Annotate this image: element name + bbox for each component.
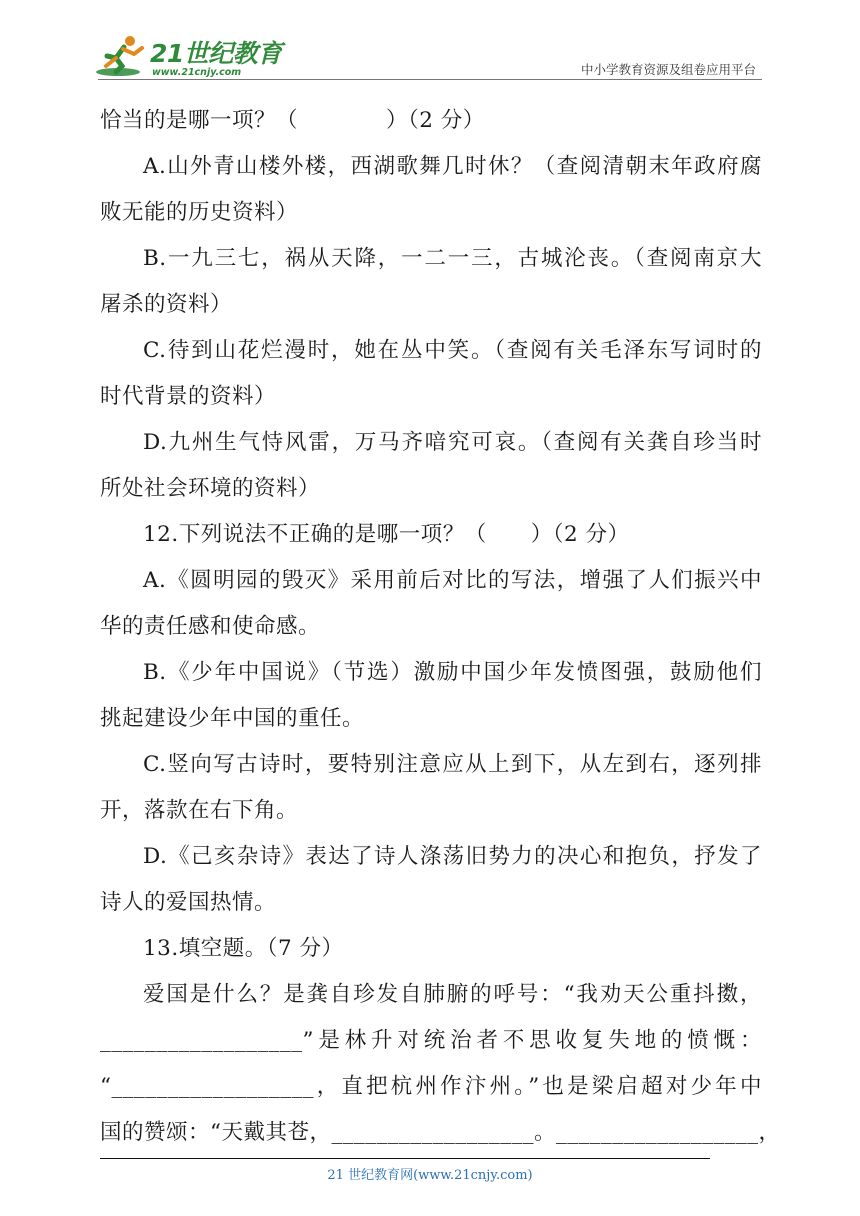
text-line: 爱国是什么？是龚自珍发自肺腑的呼号：“我劝天公重抖擞， [143, 982, 762, 1007]
option-d-line: D.九州生气恃风雷，万马齐喑究可哀。（查阅有关龚自珍当时 [143, 430, 762, 455]
text-line: 开，落款在右下角。 [100, 798, 299, 823]
option-a-line: A.《圆明园的毁灭》采用前后对比的写法，增强了人们振兴中 [143, 568, 762, 593]
logo-url: www.21cnjy.com [152, 67, 242, 78]
page-header [0, 0, 860, 80]
option-b-line: B.《少年中国说》（节选）激励中国少年发愤图强，鼓励他们 [143, 660, 762, 685]
fill-blank-line: “__________________，直把杭州作汴州。”也是梁启超对少年中 [100, 1074, 762, 1099]
site-logo [94, 34, 282, 78]
text-line: 所处社会环境的资料） [100, 476, 321, 501]
option-c-line: C.待到山花烂漫时，她在丛中笑。（查阅有关毛泽东写词时的 [143, 338, 762, 363]
option-a-line: A.山外青山楼外楼，西湖歌舞几时休？（查阅清朝末年政府腐 [143, 154, 762, 179]
page-footer: 21 世纪教育网(www.21cnjy.com) [327, 1168, 533, 1183]
text-line: 屠杀的资料） [100, 292, 233, 317]
text-line: 华的责任感和使命感。 [100, 614, 321, 639]
footer-divider [100, 1158, 710, 1159]
fill-blank-line: __________________”是林升对统治者不思收复失地的愤慨： [100, 1028, 762, 1053]
text-line: 挑起建设少年中国的重任。 [100, 706, 365, 731]
text-line: 时代背景的资料） [100, 384, 277, 409]
question-12: 12.下列说法不正确的是哪一项？（ ）（2 分） [143, 522, 630, 547]
runner-logo-icon [94, 34, 148, 78]
header-divider [98, 79, 762, 80]
option-b-line: B.一九三七，祸从天降，一二一三，古城沦丧。（查阅南京大 [143, 246, 762, 271]
text-line: 败无能的历史资料） [100, 200, 299, 225]
header-tagline: 中小学教育资源及组卷应用平台 [580, 62, 756, 77]
fill-blank-line: 国的赞颂：“天戴其苍，__________________。__________________， [100, 1120, 781, 1145]
option-d-line: D.《己亥杂诗》表达了诗人涤荡旧势力的决心和抱负，抒发了 [143, 844, 762, 869]
question-13: 13.填空题。（7 分） [143, 936, 344, 961]
option-c-line: C.竖向写古诗时，要特别注意应从上到下，从左到右，逐列排 [143, 752, 762, 777]
logo-title: 21世纪教育 [150, 39, 282, 68]
text-line: 恰当的是哪一项？（ ）（2 分） [100, 108, 485, 133]
text-line: 诗人的爱国热情。 [100, 890, 277, 915]
